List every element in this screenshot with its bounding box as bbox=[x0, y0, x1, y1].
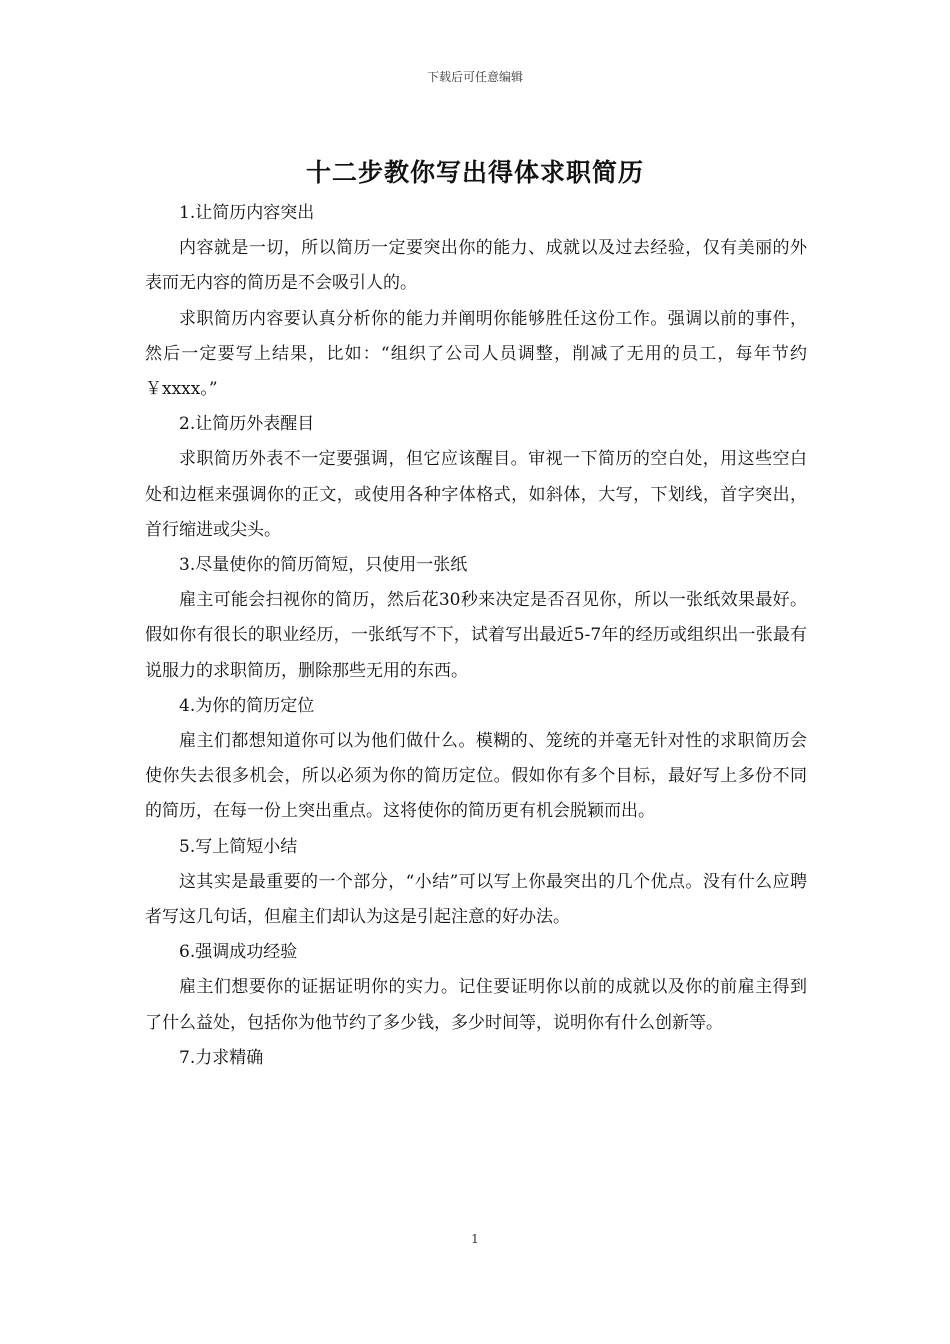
page-number: 1 bbox=[471, 1232, 479, 1246]
section-heading: 2.让简历外表醒目 bbox=[179, 414, 315, 435]
section-heading: 3.尽量使你的简历简短，只使用一张纸 bbox=[179, 555, 468, 576]
body-paragraph: 这其实是最重要的一个部分，“小结”可以写上你最突出的几个优点。没有什么应聘者写这几句话，但雇主们却认为这是引起注意的好办法。 bbox=[145, 871, 807, 928]
header-note: 下载后可任意编辑 bbox=[426, 70, 523, 84]
body-paragraph: 雇主们想要你的证据证明你的实力。记住要证明你以前的成就以及你的前雇主得到了什么益处，包括你为他节约了多少钱，多少时间等，说明你有什么创新等。 bbox=[145, 977, 807, 1033]
section-heading: 4.为你的简历定位 bbox=[179, 695, 315, 716]
document-title: 十二步教你写出得体求职简历 bbox=[305, 158, 644, 187]
section-heading: 1.让简历内容突出 bbox=[179, 203, 315, 223]
section-heading: 7.力求精确 bbox=[179, 1047, 264, 1068]
body-paragraph: 求职简历内容要认真分析你的能力并阐明你能够胜任这份工作。强调以前的事件，然后一定要写上结果，比如：“组织了公司人员调整，削减了无用的员工，每年节约￥xxxx。” bbox=[145, 308, 807, 400]
body-paragraph: 求职简历外表不一定要强调，但它应该醒目。审视一下简历的空白处，用这些空白处和边框来强调你的正文，或使用各种字体格式，如斜体，大写，下划线，首字突出，首行缩进或尖头。 bbox=[145, 449, 807, 540]
body-paragraph: 内容就是一切，所以简历一定要突出你的能力、成就以及过去经验，仅有美丽的外表而无内容的简历是不会吸引人的。 bbox=[145, 238, 807, 294]
body-paragraph: 雇主们都想知道你可以为他们做什么。模糊的、笼统的并毫无针对性的求职简历会使你失去很多机会，所以必须为你的简历定位。假如你有多个目标，最好写上多份不同的简历，在每一份上突出重点。这将使你的简历更有机会脱颖而出。 bbox=[145, 731, 807, 822]
body-paragraph: 雇主可能会扫视你的简历，然后花30秒来决定是否召见你，所以一张纸效果最好。假如你有很长的职业经历，一张纸写不下，试着写出最近5-7年的经历或组织出一张最有说服力的求职简历，删除那些无用的东西。 bbox=[145, 590, 807, 681]
section-heading: 5.写上简短小结 bbox=[179, 836, 298, 857]
document-body bbox=[145, 196, 807, 1076]
section-heading: 6.强调成功经验 bbox=[179, 942, 298, 963]
